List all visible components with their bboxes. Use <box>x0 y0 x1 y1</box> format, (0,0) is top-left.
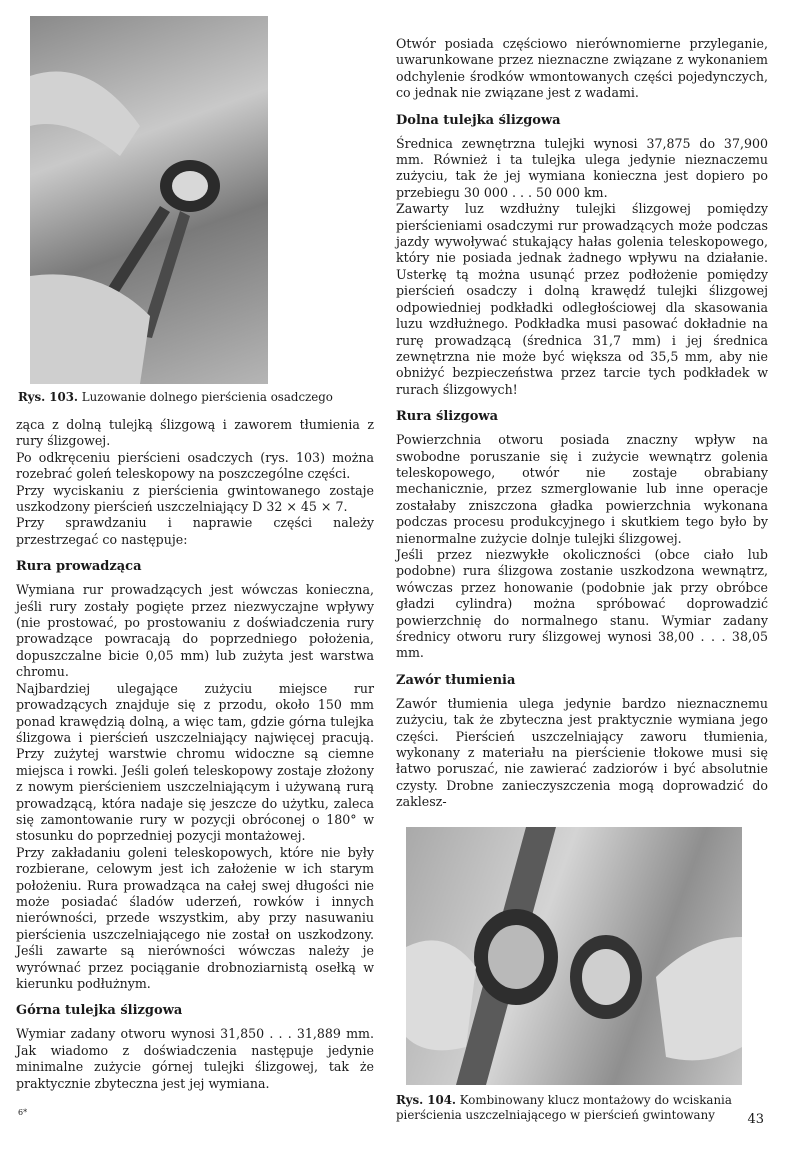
right-paragraph: Otwór posiada częściowo nierównomierne przyleganie, uwarunkowane przez nieznaczne związane z wykonaniem odchylenie środków wmontowanych części pojedynczych, co jednak nie związane jest z wadami. <box>396 36 768 101</box>
left-paragraph: Po odkręceniu pierścieni osadczych (rys. 103) można rozebrać goleń teleskopowy na poszczególne części. <box>16 449 374 482</box>
left-text-block <box>16 417 374 1092</box>
right-paragraph: Zawór tłumienia ulega jedynie bardzo nieznacznemu zużyciu, tak że zbyteczna jest praktycznie wymiana jego części. Pierścień uszczelniający zaworu tłumienia, wykonany z materiału na pierścienie tłokowe musi się łatwo poruszać, nie zawierać zadziorów i być absolutnie czysty. Drobne zanieczyszczenia mogą doprowadzić do zaklesz- <box>396 695 768 810</box>
right-paragraph: Zawarty luz wzdłużny tulejki ślizgowej pomiędzy pierścieniami osadczymi rur prowadzących może podczas jazdy wywoływać stukający hałas golenia teleskopowego, który nie posiada jednak żadnego wpływu na działanie. Usterkę tą można usunąć przez podłożenie pomiędzy pierścień osadczy i dolną krawędź tulejki ślizgowej odpowiedniej podkładki odległościowej dla skasowania luzu wzdłużnego. Podkładka musi pasować dokładnie na rurę prowadzącą (średnica 31,7 mm) i jej średnica zewnętrzna nie może być większa od 35,5 mm, aby nie obniżyć bezpieczeństwa przez tarcie tych podkładek w rurach ślizgowych! <box>396 201 768 397</box>
figure-103-photo <box>30 16 268 384</box>
left-paragraph: Przy zakładaniu goleni teleskopowych, które nie były rozbierane, celowym jest ich założenie w ich starym położeniu. Rura prowadząca na całej swej długości nie może posiadać śladów uderzeń, rowków i innych nierówności, przede wszystkim, aby przy nasuwaniu pierścienia uszczelniającego nie został on uszkodzony. Jeśli zawarte są nierówności wówczas należy je wyrównać przez pociąganie drobnoziarnistą osełką w kierunku podłużnym. <box>16 844 374 991</box>
left-paragraph: Przy sprawdzaniu i naprawie części należy przestrzegać co następuje: <box>16 515 374 547</box>
section-heading-rura-prowadzaca: Rura prowadząca <box>16 559 142 575</box>
figure-103-caption-text: Luzowanie dolnego pierścienia osadczego <box>81 390 333 404</box>
figure-103-caption-label: Rys. 103. <box>18 390 79 404</box>
right-paragraph: Powierzchnia otworu posiada znaczny wpływ na swobodne poruszanie się i zużycie wewnątrz golenia teleskopowego, otwór nie zostaje obrabiany mechanicznie, przez szmerglowanie lub inne operacje zostałaby zniszczona gładka powierzchnia wykonana podczas procesu produkcyjnego i skutkiem tego było by nienormalne zużycie dolnje tulejki ślizgowej. <box>396 432 768 546</box>
section-heading-gorna-tulejka: Górna tulejka ślizgowa <box>16 1003 183 1019</box>
left-paragraph: Przy wyciskaniu z pierścienia gwintowanego zostaje uszkodzony pierścień uszczelniający D 32 × 45 × 7. <box>16 482 374 515</box>
left-paragraph: Wymiar zadany otworu wynosi 31,850 . . . 31,889 mm. Jak wiadomo z doświadczenia następuje jedynie minimalne zużycie górnej tulejki ślizgowej, tak że praktycznie zbyteczna jest jej wymiana. <box>16 1026 374 1091</box>
right-column <box>396 36 768 1123</box>
section-heading-dolna-tulejka: Dolna tulejka ślizgowa <box>396 112 561 128</box>
page-number: 43 <box>747 1112 764 1127</box>
signature-mark: 6* <box>18 1108 28 1117</box>
figure-104-caption <box>396 1093 768 1123</box>
left-paragraph: Wymiana rur prowadzących jest wówczas konieczna, jeśli rury zostały pogięte przez niezwyczajne wpływy (nie prostować, po prostowaniu z doświadczenia rury prowadzące powracają do poprzedniego położenia, dopuszczalne bicie 0,05 mm) lub zużyta jest warstwa chromu. <box>16 582 374 680</box>
wrench-photo-illustration <box>406 827 742 1085</box>
pliers-photo-illustration <box>30 16 268 384</box>
section-heading-zawor-tlumienia: Zawór tłumienia <box>396 672 516 688</box>
right-paragraph: Średnica zewnętrzna tulejki wynosi 37,875 do 37,900 mm. Również i ta tulejka ulega jedynie nieznaczemu zużyciu, tak że jej wymiana konieczna jest dopiero po przebiegu 30 000 . . . 50 000 km. <box>396 135 768 200</box>
left-paragraph: ząca z dolną tulejką ślizgową i zaworem tłumienia z rury ślizgowej. <box>16 417 374 449</box>
left-paragraph: Najbardziej ulegające zużyciu miejsce rur prowadzących znajduje się z przodu, około 150 mm ponad krawędzią dolną, a więc tam, gdzie górna tulejka ślizgowa i pierścień uszczelniający najwięcej pracują. Przy zużytej warstwie chromu widoczne są ciemne miejsca i rowki. Jeśli goleń teleskopowy zostaje złożony z nowym pierścieniem uszczelniającym i używaną rurą prowadzącą, która nadaje się jeszcze do użytku, zaleca się zamontowanie rury w pozycji obróconej o 180° w stosunku do poprzedniej pozycji montażowej. <box>16 680 374 844</box>
left-column <box>16 16 374 1092</box>
right-paragraph: Jeśli przez niezwykłe okoliczności (obce ciało lub podobne) rura ślizgowa zostanie uszkodzona wewnątrz, wówczas przez honowanie (podobnie jak przy obróbce gładzi cylindra) można spróbować doprowadzić powierzchnię do normalnego stanu. Wymiar zadany średnicy otworu rury ślizgowej wynosi 38,00 . . . 38,05 mm. <box>396 546 768 661</box>
figure-104-photo <box>406 827 742 1085</box>
figure-104-caption-text: Kombinowany klucz montażowy do wciskania pierścienia uszczelniającego w pierścień gwintowany <box>396 1092 732 1122</box>
section-heading-rura-slizgowa: Rura ślizgowa <box>396 409 499 425</box>
figure-103-caption <box>18 390 374 405</box>
figure-104-caption-label: Rys. 104. <box>396 1092 457 1107</box>
